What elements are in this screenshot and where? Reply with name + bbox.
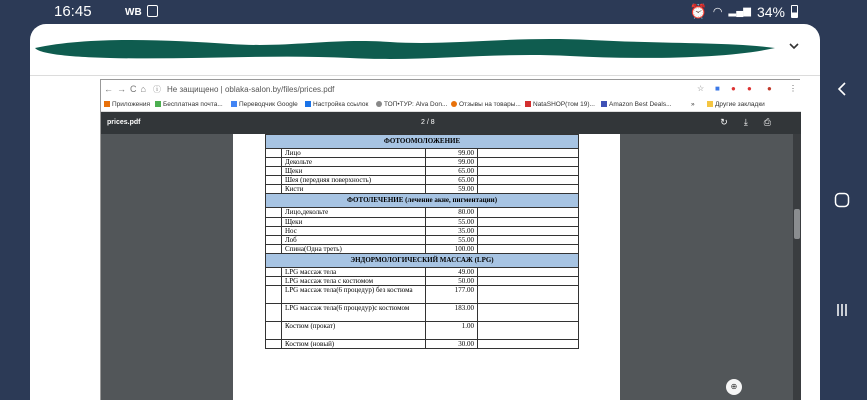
url-field[interactable] xyxy=(167,85,334,94)
service-price: 65.00 xyxy=(426,176,478,185)
extension-icon[interactable]: ● xyxy=(731,84,736,93)
empty-cell xyxy=(266,167,282,176)
service-price: 177.00 xyxy=(426,286,478,304)
empty-cell xyxy=(266,185,282,194)
status-indicators xyxy=(689,3,798,20)
service-name: Костюм (прокат) xyxy=(282,322,426,340)
empty-cell xyxy=(266,267,282,276)
empty-cell xyxy=(478,322,579,340)
bookmarks-overflow[interactable]: » xyxy=(691,101,695,108)
extension-icon[interactable]: ● xyxy=(747,84,752,93)
address-bar xyxy=(101,80,801,98)
more-vert-icon[interactable]: ⋮ xyxy=(789,84,797,93)
status-time: 16:45 xyxy=(54,3,92,20)
section-title: ФОТОЛЕЧЕНИЕ (лечение акне, пигментации) xyxy=(266,194,579,208)
table-row xyxy=(266,244,579,253)
redacted-scribble xyxy=(30,30,780,64)
price-table xyxy=(265,134,579,349)
empty-cell xyxy=(266,340,282,349)
empty-cell xyxy=(266,286,282,304)
home-nav-icon[interactable] xyxy=(834,192,850,208)
service-name: Лицо xyxy=(282,149,426,158)
signal-icon: ▂▄▆ xyxy=(728,6,751,17)
empty-cell xyxy=(478,226,579,235)
empty-cell xyxy=(266,304,282,322)
battery-percent: 34% xyxy=(756,3,785,20)
service-name: Щеки xyxy=(282,217,426,226)
security-label: Не защищено xyxy=(167,85,219,94)
service-price: 80.00 xyxy=(426,208,478,217)
empty-cell xyxy=(478,267,579,276)
service-price: 59.00 xyxy=(426,185,478,194)
empty-cell xyxy=(266,235,282,244)
table-section-row xyxy=(266,194,579,208)
empty-cell xyxy=(266,277,282,286)
service-name: Спина(Одна треть) xyxy=(282,244,426,253)
url-text: oblaka-salon.by/files/prices.pdf xyxy=(224,85,335,94)
service-price: 49.00 xyxy=(426,267,478,276)
section-title: ЭНДОРМОЛОГИЧЕСКИЙ МАССАЖ (LPG) xyxy=(266,253,579,267)
service-price: 30.00 xyxy=(426,340,478,349)
service-price: 1.00 xyxy=(426,322,478,340)
table-row xyxy=(266,208,579,217)
scrollbar-thumb[interactable] xyxy=(794,209,800,239)
empty-cell xyxy=(266,322,282,340)
info-icon[interactable]: ⓘ xyxy=(153,85,161,94)
table-row xyxy=(266,286,579,304)
pdf-filename: prices.pdf xyxy=(107,119,141,126)
empty-cell xyxy=(266,208,282,217)
service-price: 99.00 xyxy=(426,149,478,158)
service-price: 35.00 xyxy=(426,226,478,235)
empty-cell xyxy=(478,286,579,304)
service-price: 55.00 xyxy=(426,217,478,226)
empty-cell xyxy=(478,235,579,244)
service-name: Нос xyxy=(282,226,426,235)
empty-cell xyxy=(478,277,579,286)
alarm-icon: ⏰ xyxy=(689,3,707,19)
table-section-row xyxy=(266,135,579,149)
empty-cell xyxy=(266,244,282,253)
empty-cell xyxy=(478,167,579,176)
empty-cell xyxy=(266,176,282,185)
table-row xyxy=(266,322,579,340)
profile-avatar[interactable]: ● xyxy=(767,84,772,93)
table-row xyxy=(266,235,579,244)
service-price: 99.00 xyxy=(426,158,478,167)
table-row xyxy=(266,277,579,286)
browser-screenshot xyxy=(100,79,800,400)
recents-nav-icon[interactable] xyxy=(835,303,849,317)
scrollbar[interactable] xyxy=(793,134,801,400)
table-row xyxy=(266,304,579,322)
bookmark-item[interactable]: Amazon Best Deals... xyxy=(601,101,672,108)
empty-cell xyxy=(478,340,579,349)
table-row xyxy=(266,226,579,235)
section-title: ФОТООМОЛОЖЕНИЕ xyxy=(266,135,579,149)
status-carrier: WB xyxy=(125,7,142,18)
bookmark-item[interactable]: ТОП•ТУР: Alva Don... xyxy=(376,101,447,108)
service-name: LPG массаж тела(6 процедур) без костюма xyxy=(282,286,426,304)
url-divider: | xyxy=(220,85,225,94)
pdf-page xyxy=(233,134,620,400)
empty-cell xyxy=(266,158,282,167)
bookmarks-bar xyxy=(101,98,801,112)
browser-nav-icons[interactable]: ←→C⌂ xyxy=(104,84,150,94)
fit-page-icon[interactable]: ⊕ xyxy=(726,379,742,395)
pdf-tools xyxy=(720,117,771,128)
empty-cell xyxy=(478,185,579,194)
extension-icon[interactable]: ■ xyxy=(715,84,720,93)
service-price: 100.00 xyxy=(426,244,478,253)
table-row xyxy=(266,340,579,349)
table-row xyxy=(266,158,579,167)
service-name: Декольте xyxy=(282,158,426,167)
shopping-bag-icon xyxy=(147,5,158,17)
rotate-icon[interactable]: ↻ xyxy=(720,117,728,127)
service-name: Шея (передняя поверхность) xyxy=(282,176,426,185)
empty-cell xyxy=(266,226,282,235)
pdf-toolbar xyxy=(101,112,801,134)
bookmark-item[interactable]: Отзывы на товары... xyxy=(451,101,521,108)
download-icon[interactable]: ⤓ xyxy=(743,117,748,127)
bookmark-folder-other[interactable]: Другие закладки xyxy=(707,101,765,108)
empty-cell xyxy=(266,149,282,158)
pdf-page-indicator: 2 / 8 xyxy=(421,119,435,126)
service-name: LPG массаж тела(6 процедур)с костюмом xyxy=(282,304,426,322)
bookmark-item[interactable]: Приложения xyxy=(104,101,150,108)
back-nav-icon[interactable] xyxy=(836,82,848,96)
service-name: Лоб xyxy=(282,235,426,244)
wifi-icon: ◠ xyxy=(712,6,723,18)
table-row xyxy=(266,185,579,194)
table-row xyxy=(266,176,579,185)
bookmark-item[interactable]: Переводчик Google xyxy=(231,101,298,108)
empty-cell xyxy=(478,217,579,226)
empty-cell xyxy=(478,149,579,158)
empty-cell xyxy=(478,304,579,322)
table-section-row xyxy=(266,253,579,267)
service-price: 50.00 xyxy=(426,277,478,286)
service-price: 55.00 xyxy=(426,235,478,244)
service-name: Кисти xyxy=(282,185,426,194)
android-status-bar xyxy=(30,0,820,24)
bookmark-item[interactable]: Настройка ссылок xyxy=(305,101,368,108)
empty-cell xyxy=(266,217,282,226)
service-name: Лицо,декольте xyxy=(282,208,426,217)
battery-icon xyxy=(791,5,798,18)
service-name: Костюм (новый) xyxy=(282,340,426,349)
bookmark-item[interactable]: Бесплатная почта... xyxy=(155,101,223,108)
service-price: 65.00 xyxy=(426,167,478,176)
service-price: 183.00 xyxy=(426,304,478,322)
chevron-down-icon[interactable] xyxy=(788,40,800,52)
empty-cell xyxy=(478,244,579,253)
table-row xyxy=(266,217,579,226)
service-name: LPG массаж тела xyxy=(282,267,426,276)
service-name: Щеки xyxy=(282,167,426,176)
table-row xyxy=(266,267,579,276)
pdf-viewer xyxy=(101,134,801,400)
bookmark-item[interactable]: NataSHOP(том 19)... xyxy=(525,101,595,108)
table-row xyxy=(266,167,579,176)
star-icon[interactable]: ☆ xyxy=(697,84,705,93)
empty-cell xyxy=(478,176,579,185)
table-row xyxy=(266,149,579,158)
app-window xyxy=(30,24,820,400)
empty-cell xyxy=(478,208,579,217)
service-name: LPG массаж тела с костюмом xyxy=(282,277,426,286)
print-icon[interactable]: ⎙ xyxy=(763,117,771,127)
empty-cell xyxy=(478,158,579,167)
app-header xyxy=(30,24,820,76)
